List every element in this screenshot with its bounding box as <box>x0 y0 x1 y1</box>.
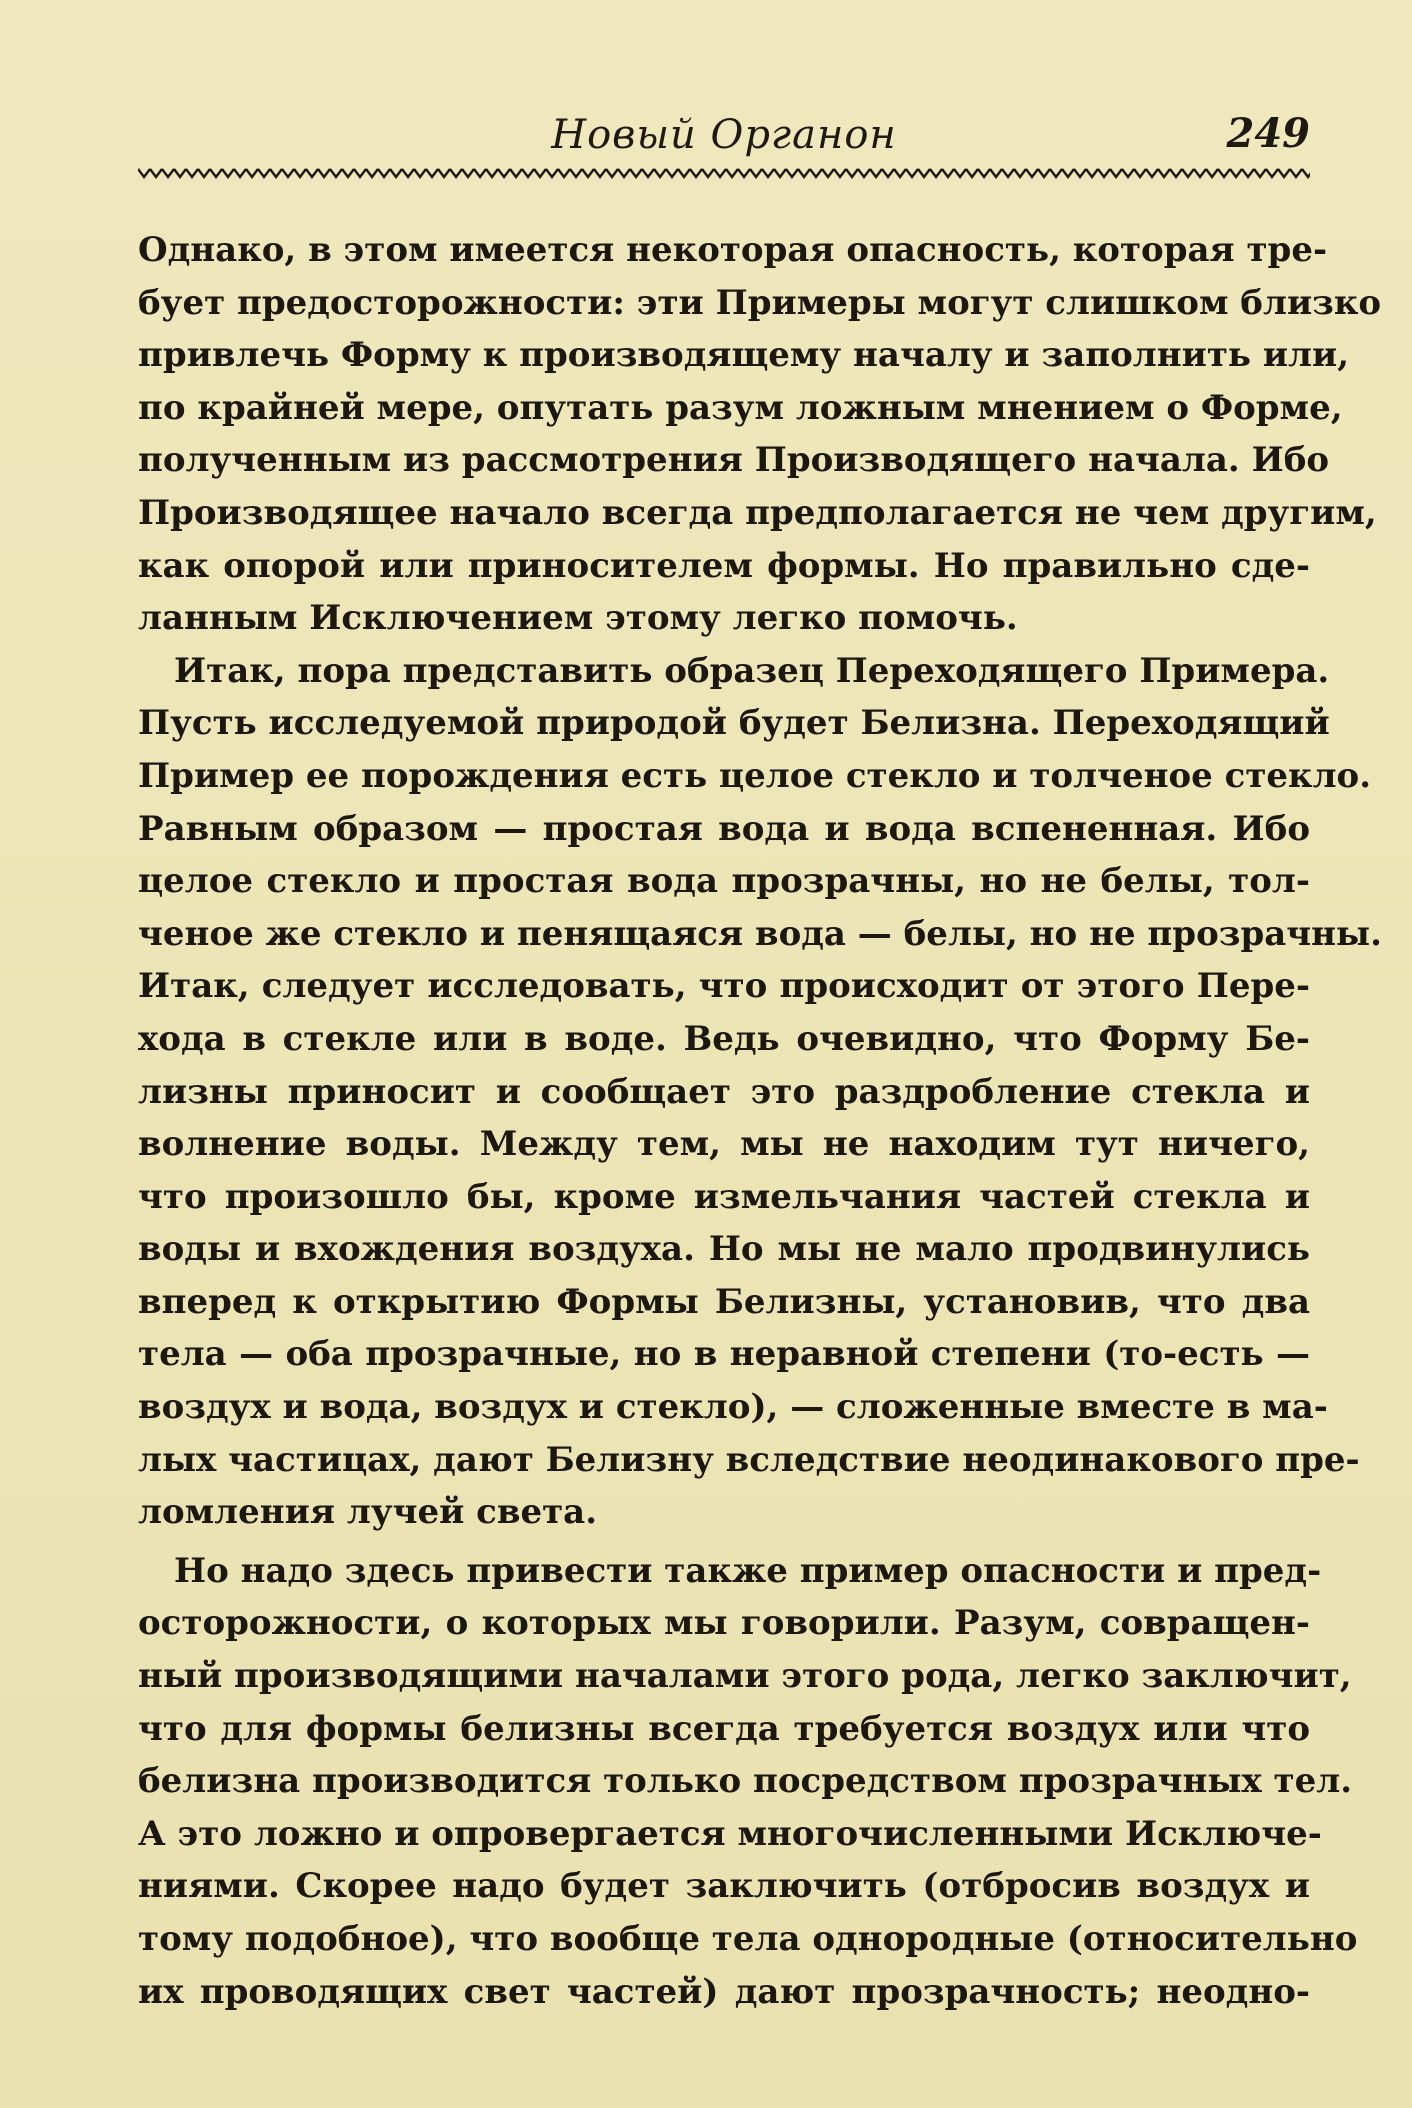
text-line: лизны приносит и сообщает это раздробление стекла и <box>138 1071 1310 1112</box>
text-line: осторожности, о которых мы говорили. Разум, совращен- <box>138 1603 1310 1644</box>
page-number: 249 <box>1226 110 1310 157</box>
text-line: тому подобное), что вообще тела однородные (относительно <box>138 1919 1358 1959</box>
text-line: Производящее начало всегда предполагается не чем другим, <box>138 492 1377 533</box>
text-line: воздух и вода, воздух и стекло), — сложенные вместе в ма- <box>138 1387 1328 1428</box>
running-head <box>138 108 1310 164</box>
text-line: ченое же стекло и пенящаяся вода — белы, но не прозрачны. <box>138 913 1382 954</box>
text-line: Однако, в этом имеется некоторая опасность, которая тре- <box>138 230 1328 270</box>
text-line: Равным образом — простая вода и вода вспененная. Ибо <box>138 808 1310 849</box>
text-line: волнение воды. Между тем, мы не находим тут ничего, <box>138 1124 1310 1165</box>
text-line: вперед к открытию Формы Белизны, установив, что два <box>138 1281 1310 1322</box>
body-text <box>138 224 1382 2018</box>
text-line: что для формы белизны всегда требуется воздух или что <box>138 1708 1310 1749</box>
text-line: Итак, следует исследовать, что происходит от этого Пере- <box>138 966 1310 1007</box>
text-line: хода в стекле или в воде. Ведь очевидно, что Форму Бе- <box>138 1018 1310 1059</box>
text-line: бует предосторожности: эти Примеры могут слишком близко <box>138 282 1382 323</box>
text-line: тела — оба прозрачные, но в неравной степени (то-есть — <box>138 1334 1310 1375</box>
text-line: их проводящих свет частей) дают прозрачность; неодно- <box>138 1971 1310 2012</box>
text-line: ный производящими началами этого рода, легко заключит, <box>138 1656 1352 1697</box>
text-line: Пример ее порождения есть целое стекло и толченое стекло. <box>138 755 1372 796</box>
text-line: полученным из рассмотрения Производящего начала. Ибо <box>138 440 1330 481</box>
text-line: белизна производится только посредством прозрачных тел. <box>138 1761 1353 1802</box>
text-line: Пусть исследуемой природой будет Белизна. Переходящий <box>138 703 1330 744</box>
text-line: ломления лучей света. <box>138 1492 598 1533</box>
paragraph-first-line: Итак, пора представить образец Переходящего Примера. <box>174 650 1330 691</box>
text-line: воды и вхождения воздуха. Но мы не мало продвинулись <box>138 1229 1310 1270</box>
text-line: по крайней мере, опутать разум ложным мнением о Форме, <box>138 387 1343 428</box>
text-line: как опорой или приносителем формы. Но правильно сде- <box>138 545 1310 586</box>
text-line: лых частицах, дают Белизну вследствие неодинакового пре- <box>138 1439 1360 1480</box>
text-line: целое стекло и простая вода прозрачны, но не белы, тол- <box>138 861 1310 902</box>
text-line: ниями. Скорее надо будет заключить (отбросив воздух и <box>138 1866 1310 1907</box>
paragraph-first-line: Но надо здесь привести также пример опасности и пред- <box>174 1550 1322 1591</box>
text-line: ланным Исключением этому легко помочь. <box>138 598 1018 639</box>
ornamental-rule <box>138 166 1310 180</box>
text-line: А это ложно и опровергается многочисленными Исключе- <box>138 1813 1322 1854</box>
running-title: Новый Органон <box>551 112 897 158</box>
text-line: что произошло бы, кроме измельчания частей стекла и <box>138 1176 1310 1217</box>
text-line: привлечь Форму к производящему началу и заполнить или, <box>138 335 1350 376</box>
